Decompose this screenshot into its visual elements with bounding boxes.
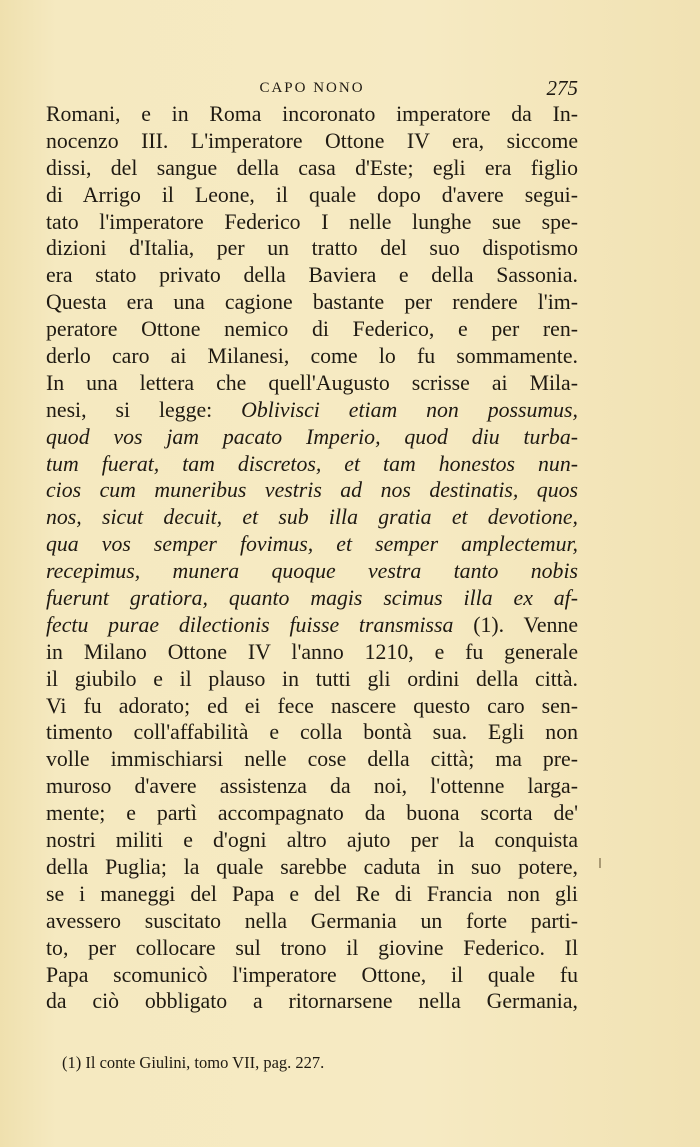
latin-quote-line: fuerunt gratiora, quanto magis scimus illa ex af- bbox=[46, 586, 578, 611]
text-line: Papa scomunicò l'imperatore Ottone, il quale fu bbox=[46, 962, 578, 987]
text-line: in Milano Ottone IV l'anno 1210, e fu generale bbox=[46, 639, 578, 664]
paper-speck bbox=[599, 858, 601, 868]
text-line bbox=[46, 612, 578, 639]
latin-quote-line: nos, sicut decuit, et sub illa gratia et devotione, bbox=[46, 505, 578, 530]
running-title: CAPO NONO bbox=[259, 80, 365, 96]
text-line: Questa era una cagione bastante per rendere l'im- bbox=[46, 290, 578, 315]
latin-quote: Oblivisci etiam non possumus, bbox=[241, 397, 578, 422]
latin-quote-line: qua vos semper fovimus, et semper amplectemur, bbox=[46, 532, 578, 557]
footnote-ref: (1). Venne bbox=[453, 612, 578, 637]
text-line: della Puglia; la quale sarebbe caduta in suo potere, bbox=[46, 854, 578, 879]
text-line: tato l'imperatore Federico I nelle lunghe sue spe- bbox=[46, 209, 578, 234]
text-line: da ciò obbligato a ritornarsene nella Germania, bbox=[46, 989, 578, 1014]
running-head bbox=[46, 76, 578, 102]
page-number: 275 bbox=[546, 76, 578, 100]
text-line: volle immischiarsi nelle cose della città; ma pre- bbox=[46, 747, 578, 772]
text-line: dissi, del sangue della casa d'Este; egli era figlio bbox=[46, 155, 578, 180]
text-line: muroso d'avere assistenza da noi, l'ottenne larga- bbox=[46, 774, 578, 799]
body-text bbox=[46, 101, 578, 1015]
text-line: nesi, si legge: Oblivisci etiam non possumus, bbox=[46, 397, 578, 422]
text-line: to, per collocare sul trono il giovine Federico. Il bbox=[46, 935, 578, 960]
text-line: mente; e partì accompagnato da buona scorta de' bbox=[46, 801, 578, 826]
text-line: avessero suscitato nella Germania un forte parti- bbox=[46, 908, 578, 933]
latin-quote: fectu purae dilectionis fuisse transmissa bbox=[46, 612, 454, 637]
text-line: timento coll'affabilità e colla bontà sua. Egli non bbox=[46, 720, 578, 745]
text-line: dizioni d'Italia, per un tratto del suo dispotismo bbox=[46, 236, 578, 261]
latin-quote-line: cios cum muneribus vestris ad nos destinatis, quos bbox=[46, 478, 578, 503]
footnote: (1) Il conte Giulini, tomo VII, pag. 227. bbox=[62, 1053, 325, 1072]
text-line: nostri militi e d'ogni altro ajuto per la conquista bbox=[46, 828, 578, 853]
text-line: nocenzo III. L'imperatore Ottone IV era, siccome bbox=[46, 128, 578, 153]
text-line: peratore Ottone nemico di Federico, e per ren- bbox=[46, 317, 578, 342]
latin-quote-line: quod vos jam pacato Imperio, quod diu turba- bbox=[46, 424, 578, 449]
text-line: era stato privato della Baviera e della Sassonia. bbox=[46, 263, 578, 288]
text-line: In una lettera che quell'Augusto scrisse ai Mila- bbox=[46, 370, 578, 395]
latin-quote-line: recepimus, munera quoque vestra tanto nobis bbox=[46, 559, 578, 584]
text-line: di Arrigo il Leone, il quale dopo d'avere segui- bbox=[46, 182, 578, 207]
text-line: Romani, e in Roma incoronato imperatore da In- bbox=[46, 102, 578, 126]
text-line: il giubilo e il plauso in tutti gli ordini della città. bbox=[46, 666, 578, 691]
text-line: Vi fu adorato; ed ei fece nascere questo caro sen- bbox=[46, 693, 578, 718]
text-line: se i maneggi del Papa e del Re di Francia non gli bbox=[46, 881, 578, 906]
text-line: derlo caro ai Milanesi, come lo fu sommamente. bbox=[46, 344, 578, 369]
latin-quote-line: tum fuerat, tam discretos, et tam honestos nun- bbox=[46, 451, 578, 476]
